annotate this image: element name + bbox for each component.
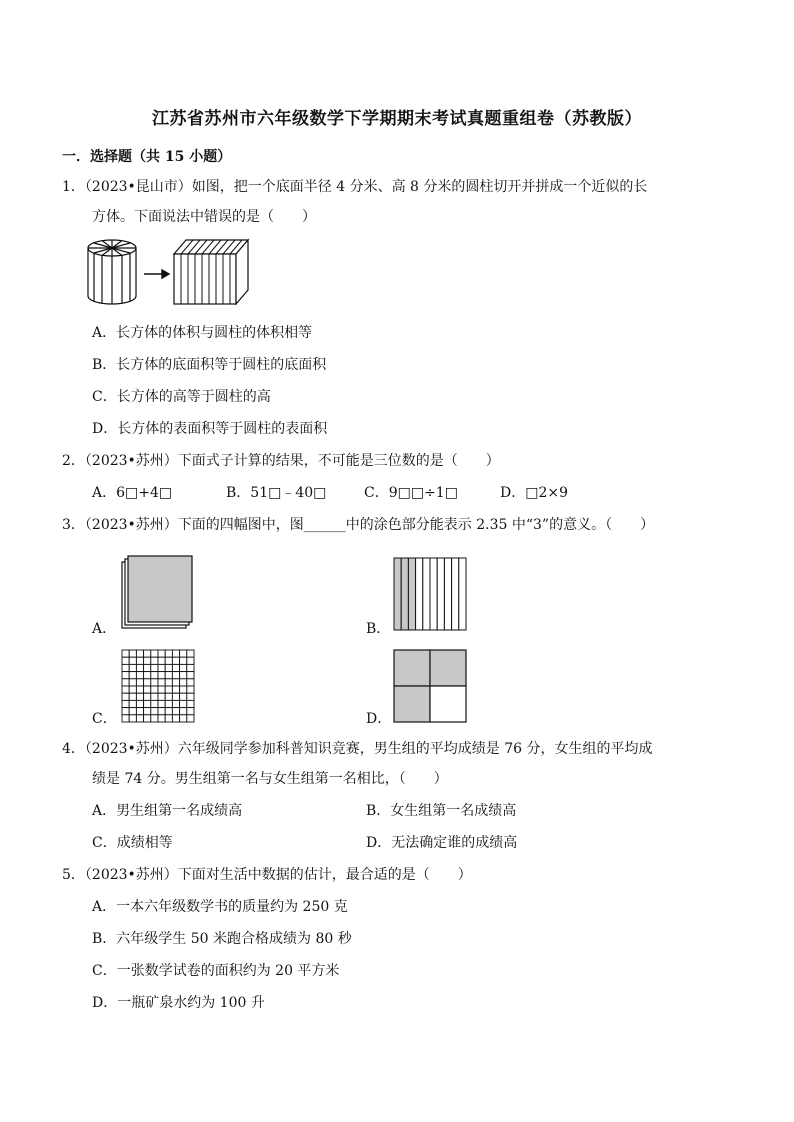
- grid-cell: [136, 650, 143, 657]
- grid-cell: [187, 650, 194, 657]
- grid-cell: [151, 672, 158, 679]
- cylinder-to-cuboid-figure: [84, 236, 254, 308]
- grid-cell: [187, 700, 194, 707]
- grid-cell: [151, 679, 158, 686]
- grid-cell: [136, 715, 143, 722]
- grid-cell: [151, 686, 158, 693]
- question-5-option-a: A．一本六年级数学书的质量约为 250 克: [92, 899, 348, 915]
- question-4-option-a: A．男生组第一名成绩高: [92, 803, 243, 819]
- question-2-option-b: B．51□﹣40□: [226, 485, 327, 501]
- grid-cell: [151, 650, 158, 657]
- question-1-option-a: A．长方体的体积与圆柱的体积相等: [92, 325, 313, 341]
- question-1-line1: 1．（2023•昆山市）如图，把一个底面半径 4 分米、高 8 分米的圆柱切开并拼成一个近似的长: [62, 179, 648, 195]
- question-3-text: 3．（2023•苏州）下面的四幅图中，图______中的涂色部分能表示 2.35 中“3”的意义。（ ）: [62, 517, 655, 533]
- grid-cell: [165, 693, 172, 700]
- grid-cell: [165, 657, 172, 664]
- grid-cell: [144, 657, 151, 664]
- grid-cell: [144, 686, 151, 693]
- question-2-option-c: C．9□□÷1□: [364, 485, 458, 501]
- grid-cell: [180, 672, 187, 679]
- grid-cell: [187, 686, 194, 693]
- grid-cell: [180, 679, 187, 686]
- grid-cell: [165, 700, 172, 707]
- question-2-text: 2．（2023•苏州）下面式子计算的结果，不可能是三位数的是（ ）: [62, 453, 500, 469]
- question-4-option-b: B．女生组第一名成绩高: [366, 803, 517, 819]
- grid-cell: [144, 672, 151, 679]
- question-5-option-c: C．一张数学试卷的面积约为 20 平方米: [92, 963, 340, 979]
- question-3-label-c: C．: [92, 711, 117, 727]
- strip-cell: [452, 558, 459, 630]
- grid-cell: [187, 672, 194, 679]
- grid-cell: [144, 664, 151, 671]
- grid-cell: [151, 708, 158, 715]
- strip-cell: [444, 558, 451, 630]
- question-4-option-c: C．成绩相等: [92, 835, 173, 851]
- grid-cell: [180, 657, 187, 664]
- grid-cell: [129, 700, 136, 707]
- grid-cell: [129, 650, 136, 657]
- question-1-option-d: D．长方体的表面积等于圆柱的表面积: [92, 421, 328, 437]
- grid-cell: [172, 693, 179, 700]
- question-4-line2: 绩是 74 分。男生组第一名与女生组第一名相比，（ ）: [92, 771, 448, 787]
- grid-cell: [122, 672, 129, 679]
- grid-cell: [180, 715, 187, 722]
- grid-cell: [122, 679, 129, 686]
- grid-cell: [136, 708, 143, 715]
- grid-cell: [187, 693, 194, 700]
- grid-cell: [129, 664, 136, 671]
- grid-cell: [129, 672, 136, 679]
- grid-cell: [187, 657, 194, 664]
- grid-cell: [180, 664, 187, 671]
- section-heading: 一．选择题（共 15 小题）: [62, 149, 232, 165]
- figure-b-column-strips: [392, 556, 468, 632]
- grid-cell: [129, 693, 136, 700]
- grid-cell: [136, 657, 143, 664]
- grid-cell: [122, 650, 129, 657]
- grid-cell: [158, 679, 165, 686]
- strip-cell: [423, 558, 430, 630]
- question-1-line2: 方体。下面说法中错误的是（ ）: [92, 209, 316, 225]
- grid-cell: [136, 700, 143, 707]
- grid-cell: [151, 664, 158, 671]
- question-2-option-d: D．□2×9: [500, 485, 568, 501]
- figure-a-stacked-squares: [120, 552, 196, 632]
- grid-cell: [151, 693, 158, 700]
- question-5-option-b: B．六年级学生 50 米跑合格成绩为 80 秒: [92, 931, 352, 947]
- grid-cell: [172, 708, 179, 715]
- grid-cell: [180, 708, 187, 715]
- grid-cell: [151, 700, 158, 707]
- strip-cell: [401, 558, 408, 630]
- grid-cell: [165, 708, 172, 715]
- strip-cell: [394, 558, 401, 630]
- grid-cell: [158, 693, 165, 700]
- grid-cell: [136, 693, 143, 700]
- grid-cell: [158, 686, 165, 693]
- grid-cell: [122, 686, 129, 693]
- grid-cell: [180, 686, 187, 693]
- grid-cell: [144, 715, 151, 722]
- grid-cell: [136, 664, 143, 671]
- grid-cell: [187, 715, 194, 722]
- grid-cell: [172, 657, 179, 664]
- grid-cell: [165, 686, 172, 693]
- question-5-text: 5．（2023•苏州）下面对生活中数据的估计，最合适的是（ ）: [62, 867, 472, 883]
- grid-cell: [172, 679, 179, 686]
- grid-cell: [158, 700, 165, 707]
- grid-cell: [122, 708, 129, 715]
- strip-cell: [437, 558, 444, 630]
- grid-cell: [187, 679, 194, 686]
- grid-cell: [158, 672, 165, 679]
- grid-cell: [122, 693, 129, 700]
- grid-cell: [158, 664, 165, 671]
- question-5-option-d: D．一瓶矿泉水约为 100 升: [92, 995, 265, 1011]
- strip-cell: [430, 558, 437, 630]
- grid-cell: [129, 715, 136, 722]
- grid-cell: [187, 708, 194, 715]
- grid-cell: [136, 679, 143, 686]
- page-title: 江苏省苏州市六年级数学下学期期末考试真题重组卷（苏教版）: [152, 109, 642, 129]
- grid-cell: [165, 715, 172, 722]
- grid-cell: [129, 686, 136, 693]
- grid-cell: [187, 664, 194, 671]
- grid-cell: [151, 715, 158, 722]
- grid-cell: [158, 715, 165, 722]
- grid-cell: [136, 672, 143, 679]
- grid-cell: [144, 708, 151, 715]
- grid-cell: [122, 700, 129, 707]
- figure-c-hundred-grid: [120, 648, 196, 724]
- strip-cell: [416, 558, 423, 630]
- grid-cell: [172, 715, 179, 722]
- question-4-line1: 4．（2023•苏州）六年级同学参加科普知识竞赛，男生组的平均成绩是 76 分，女生组的平均成: [62, 741, 653, 757]
- grid-cell: [122, 715, 129, 722]
- question-4-option-d: D．无法确定谁的成绩高: [366, 835, 518, 851]
- question-3-label-a: A．: [92, 621, 117, 637]
- grid-cell: [129, 679, 136, 686]
- grid-cell: [144, 650, 151, 657]
- grid-cell: [172, 650, 179, 657]
- grid-cell: [165, 650, 172, 657]
- grid-cell: [158, 708, 165, 715]
- grid-cell: [122, 664, 129, 671]
- strip-cell: [408, 558, 415, 630]
- grid-cell: [165, 664, 172, 671]
- grid-cell: [129, 657, 136, 664]
- grid-cell: [180, 650, 187, 657]
- grid-cell: [172, 664, 179, 671]
- grid-cell: [158, 657, 165, 664]
- grid-cell: [172, 672, 179, 679]
- grid-cell: [122, 657, 129, 664]
- grid-cell: [165, 679, 172, 686]
- strip-cell: [459, 558, 466, 630]
- grid-cell: [136, 686, 143, 693]
- grid-cell: [180, 700, 187, 707]
- question-3-label-b: B．: [366, 621, 391, 637]
- grid-cell: [172, 686, 179, 693]
- grid-cell: [151, 657, 158, 664]
- grid-cell: [172, 700, 179, 707]
- grid-cell: [144, 693, 151, 700]
- grid-cell: [158, 650, 165, 657]
- grid-cell: [144, 679, 151, 686]
- question-1-option-c: C．长方体的高等于圆柱的高: [92, 389, 271, 405]
- grid-cell: [180, 693, 187, 700]
- question-1-option-b: B．长方体的底面积等于圆柱的底面积: [92, 357, 327, 373]
- grid-cell: [165, 672, 172, 679]
- figure-d-quarter-squares: [392, 648, 468, 724]
- grid-cell: [144, 700, 151, 707]
- question-3-label-d: D．: [366, 711, 392, 727]
- grid-cell: [129, 708, 136, 715]
- question-2-option-a: A．6□+4□: [92, 485, 173, 501]
